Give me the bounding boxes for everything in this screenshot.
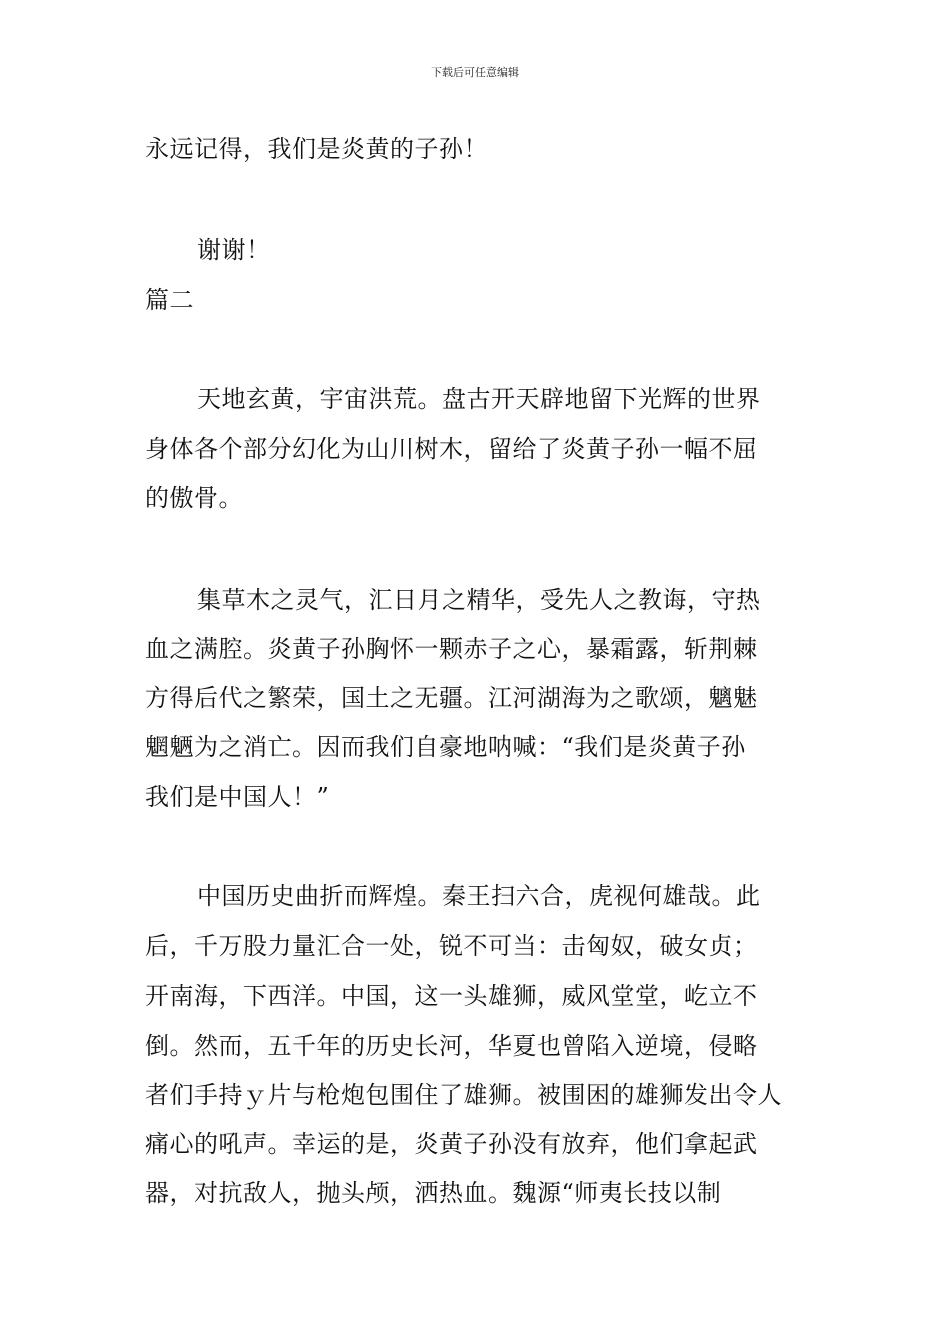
paragraph-line: 后，千万股力量汇合一处，锐不可当：击匈奴，破女贞； — [145, 932, 758, 960]
paragraph-line: 的傲骨。 — [145, 484, 243, 512]
paragraph-line: 中国历史曲折而辉煌。秦王扫六合，虎视何雄哉。此 — [197, 882, 761, 910]
paragraph-line: 血之满腔。炎黄子孙胸怀一颗赤子之心，暴霜露，斩荆棘 — [145, 635, 758, 663]
paragraph-line: 我们是中国人！” — [145, 783, 330, 811]
paragraph-line: 身体各个部分幻化为山川树木，留给了炎黄子孙一幅不屈 — [145, 435, 758, 463]
paragraph-line: 者们手持ｙ片与枪炮包围住了雄狮。被围困的雄狮发出令人 — [145, 1081, 782, 1109]
closing-line: 永远记得，我们是炎黄的子孙！ — [145, 135, 488, 163]
paragraph-line: 器，对抗敌人，抛头颅，洒热血。魏源“师夷长技以制 — [145, 1179, 722, 1207]
paragraph-line: 方得后代之繁荣，国土之无疆。江河湖海为之歌颂，魑魅 — [145, 684, 758, 712]
paragraph-line: 痛心的吼声。幸运的是，炎黄子孙没有放弃，他们拿起武 — [145, 1130, 758, 1158]
paragraph-line: 集草木之灵气，汇日月之精华，受先人之教诲，守热 — [197, 586, 761, 614]
paragraph-line: 开南海，下西洋。中国，这一头雄狮，威风堂堂，屹立不 — [145, 982, 758, 1010]
paragraph-line: 魍魉为之消亡。因而我们自豪地呐喊：“我们是炎黄子孙 — [145, 733, 746, 761]
paragraph-line: 天地玄黄，宇宙洪荒。盘古开天辟地留下光辉的世界 — [197, 385, 761, 413]
paragraph-line: 倒。然而，五千年的历史长河，华夏也曾陷入逆境，侵略 — [145, 1032, 758, 1060]
thanks-line: 谢谢！ — [197, 236, 271, 264]
section-title: 篇二 — [145, 286, 194, 314]
page-header: 下载后可任意编辑 — [431, 66, 519, 79]
